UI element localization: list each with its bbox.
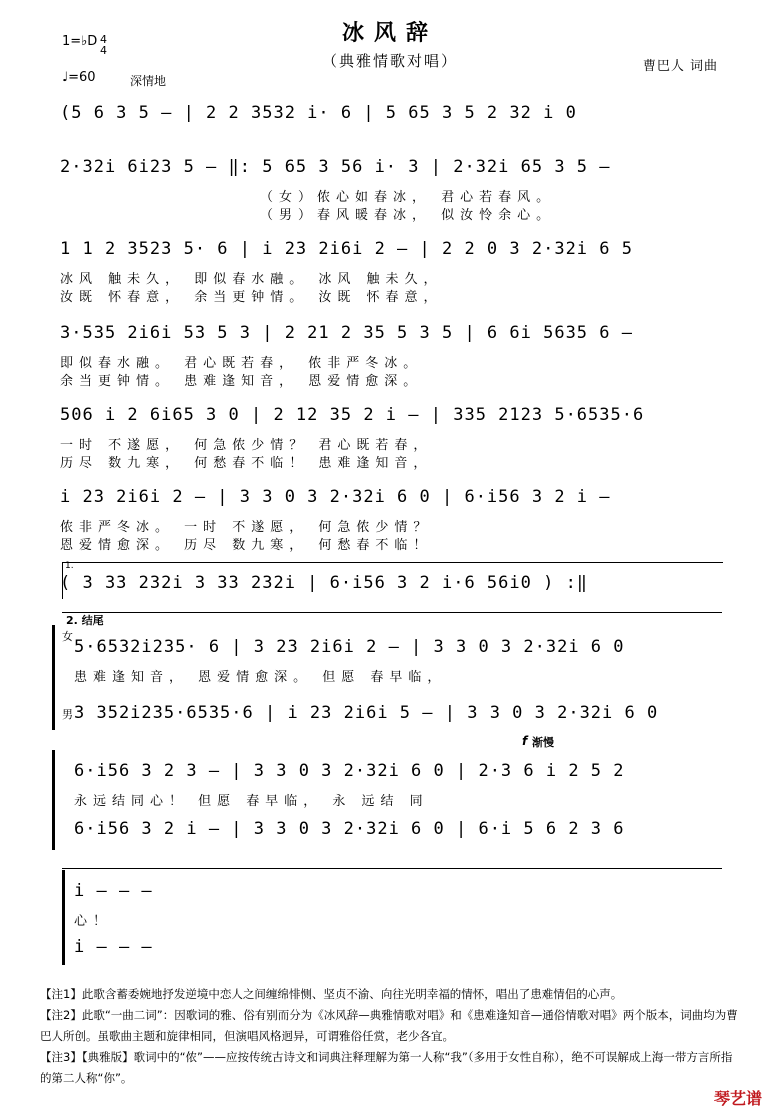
footnote-2: 【注2】此歌“一曲二词”：因歌词的雅、俗有别而分为《冰风辞—典雅情歌对唱》和《患难逢知音—通俗情歌对唱》两个版本，词曲均为曹巴人所创。虽歌曲主题和旋律相同，但演唱风格迥异，可谓雅俗任赏，老少各宜。 <box>40 1008 738 1043</box>
notation-line: (5 6 3 5 – | 2 2 3532 i· 6 | 5 65 3 5 2 32 i 0 <box>60 103 577 123</box>
first-ending-label: 1. <box>65 561 74 571</box>
tempo-marking: ♩=60 <box>62 70 96 85</box>
lyric-line-1: 即似春水融。 君心既若春， 侬非严冬冰。 <box>60 356 423 371</box>
author-credit: 曹巴人 词曲 <box>642 59 718 74</box>
notation-line: 6·i56 3 2 i – | 3 3 0 3 2·32i 6 0 | 6·i 5 6 2 3 6 <box>74 819 625 839</box>
time-signature <box>100 34 107 56</box>
meter-bottom: 4 <box>100 44 107 57</box>
dynamic-forte: f <box>522 734 528 748</box>
subtitle: （典雅情歌对唱） <box>321 52 458 70</box>
notation-line: 3·535 2i6i 53 5 3 | 2 21 2 35 5 3 5 | 6 6i 5635 6 – <box>60 323 633 343</box>
female-part-label: 女 <box>62 630 73 643</box>
final-system-line <box>62 868 722 869</box>
expression-marking: 深情地 <box>130 74 167 88</box>
notation-line: ( 3 33 232i 3 33 232i | 6·i56 3 2 i·6 56i0 ) :‖ <box>60 573 589 593</box>
lyric-line: 永远结同心！ 但愿 春早临， 永 远结 同 <box>74 794 429 809</box>
notation-line: 506 i 2 6i65 3 0 | 2 12 35 2 i – | 335 2123 5·6535·6 <box>60 405 645 425</box>
footnote-1: 【注1】此歌含蓄委婉地抒发逆境中恋人之间缠绵悱恻、坚贞不渝、向往光明幸福的情怀，唱出了患难情侣的心声。 <box>40 987 623 1001</box>
notation-line: 2·32i 6i23 5 – ‖: 5 65 3 56 i· 3 | 2·32i 65 3 5 – <box>60 157 611 177</box>
meter-top: 4 <box>100 33 107 46</box>
lyric-line-1: 冰风 触未久， 即似春水融。 冰风 触未久， <box>60 272 443 287</box>
second-ending-bracket <box>62 612 722 613</box>
notation-line: 1 1 2 3523 5· 6 | i 23 2i6i 2 – | 2 2 0 3 2·32i 6 5 <box>60 239 633 259</box>
lyric-line-1: 一时 不遂愿， 何急侬少情？ 君心既若春， <box>60 438 433 453</box>
notation-line: 6·i56 3 2 3 – | 3 3 0 3 2·32i 6 0 | 2·3 6 i 2 5 2 <box>74 761 625 781</box>
notation-line: 5·6532i235· 6 | 3 23 2i6i 2 – | 3 3 0 3 2·32i 6 0 <box>74 637 625 657</box>
lyric-line: 心！ <box>74 914 113 929</box>
lyric-line-2: 恩爱情愈深。 历尽 数九寒， 何愁春不临！ <box>60 538 433 553</box>
coda-label <box>66 612 104 628</box>
lyric-line: 患难逢知音， 恩爱情愈深。 但愿 春早临， <box>74 670 447 685</box>
system-brace <box>52 750 55 850</box>
lyric-female: （女）侬心如春冰， 君心若春风。 <box>260 190 556 205</box>
male-part-label: 男 <box>62 708 73 721</box>
lyric-line-1: 侬非严冬冰。 一时 不遂愿， 何急侬少情？ <box>60 520 433 535</box>
notation-line: i 23 2i6i 2 – | 3 3 0 3 2·32i 6 0 | 6·i56 3 2 i – <box>60 487 611 507</box>
lyric-line-2: 余当更钟情。 患难逢知音， 恩爱情愈深。 <box>60 374 423 389</box>
system-brace <box>62 870 65 965</box>
coda-title: 结尾 <box>81 614 104 627</box>
lyric-line-2: 历尽 数九寒， 何愁春不临！ 患难逢知音， <box>60 456 433 471</box>
watermark-logo: 琴艺谱 <box>713 1089 762 1108</box>
lyric-male: （男）春风暖春冰， 似汝怜余心。 <box>260 208 556 223</box>
page-title: 冰风辞 <box>341 21 438 46</box>
footnote-3: 【注3】【典雅版】歌词中的“侬”——应按传统古诗文和词典注释理解为第一人称“我”（多用于女性自称），绝不可误解成上海一带方言所指的第二人称“你”。 <box>40 1050 733 1085</box>
second-ending-label: 2. <box>66 614 78 627</box>
lyric-line-2: 汝既 怀春意， 余当更钟情。 汝既 怀春意， <box>60 290 443 305</box>
notation-line: 3 352i235·6535·6 | i 23 2i6i 5 – | 3 3 0 3 2·32i 6 0 <box>74 703 659 723</box>
notation-line: i – – – <box>74 937 153 957</box>
system-brace <box>52 625 55 730</box>
footnotes <box>40 984 740 1089</box>
key-signature: 1=♭D <box>62 34 98 49</box>
ritard-marking: 渐慢 <box>532 736 554 749</box>
notation-line: i – – – <box>74 881 153 901</box>
